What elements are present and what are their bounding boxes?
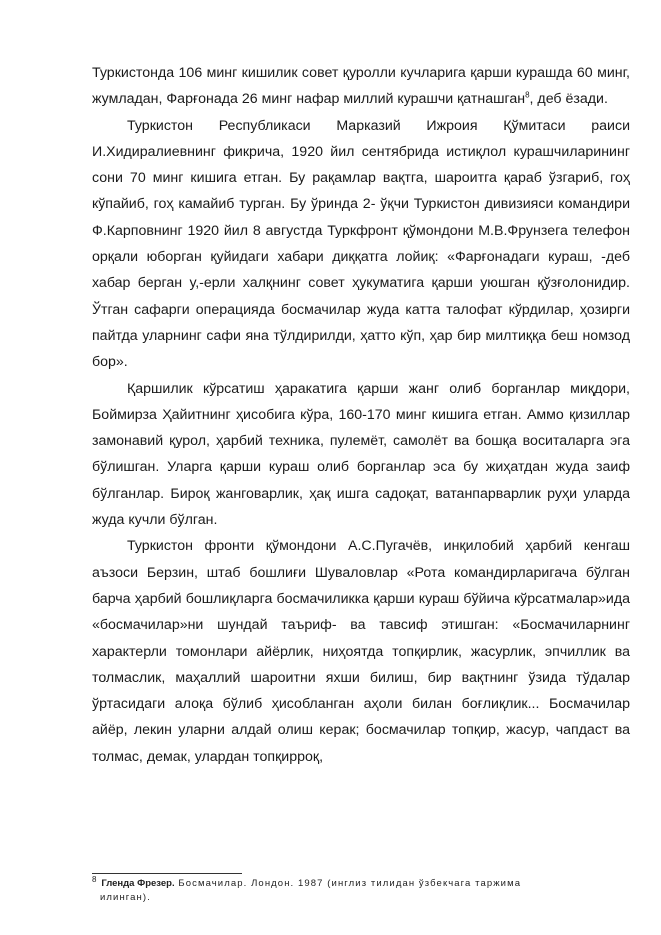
footnote-divider xyxy=(92,873,242,874)
paragraph-4: Туркистон фронти қўмондони А.С.Пугачёв, инқилобий ҳарбий кенгаш аъзоси Берзин, штаб бошлиғи Шуваловлар «Рота командирларигача бўлган барча ҳарбий бошлиқларга босмачиликка қарши кураш бўйича кўрсатмалар»ида «босмачилар»ни шундай таъриф- ва тавсиф этишган: «Босмачиларнинг характерли томонлари айёрлик, ниҳоятда топқирлик, жасурлик, эпчиллик ва толмаслик, маҳаллий шароитни яхши билиш, бир вақтнинг ўзида тўдалар ўртасидаги алоқа бўлиб ҳисобланган аҳоли билан боғлиқлик... Босмачилар айёр, лекин уларни алдай олиш керак; босмачилар топқир, жасур, чапдаст ва толмас, демак, улардан топқирроқ, xyxy=(92,538,630,765)
footnote-reference[interactable]: 8 xyxy=(525,90,530,100)
footnote-text-continued: илинган). xyxy=(100,892,151,903)
paragraph-1 xyxy=(92,60,630,113)
footnote-number: 8 xyxy=(92,874,98,884)
footnote-author: Гленда Фрезер. xyxy=(101,878,175,889)
paragraph-1-tail: , деб ёзади. xyxy=(529,91,608,108)
footnote-text: Босмачилар. Лондон. 1987 (инглиз тилидан ўзбекчага таржима xyxy=(174,878,522,889)
paragraph-2: Туркистон Республикаси Марказий Ижроия Қўмитаси раиси И.Хидиралиевнинг фикрича, 1920 йил сентябрида истиқлол курашчиларининг сони 70 минг кишига етган. Бу рақамлар вақтга, шароитга қараб ўзгариб, гоҳ кўпайиб, гоҳ камайиб турган. Бу ўринда 2- ўқчи Туркистон дивизияси командири Ф.Карповнинг 1920 йил 8 августда Туркфронт қўмондони М.В.Фрунзега телефон орқали юборган қуйидаги хабари диққатга лойиқ: «Фарғонадаги кураш, -деб хабар берган у,-ерли халқнинг совет ҳукуматига қарши уюшган қўзғолонидир. Ўтган сафарги операцияда босмачилар жуда катта талофат кўрдилар, ҳозирги пайтда уларнинг сафи яна тўлдирилди, ҳатто кўп, ҳар бир милтиққа беш номзод бор». xyxy=(92,117,630,371)
paragraph-1-text: Туркистонда 106 минг кишилик совет қуролли кучларига қарши курашда 60 минг, жумладан, Фарғонада 26 минг нафар миллий курашчи қатнашган xyxy=(92,65,630,108)
paragraph-3: Қаршилик кўрсатиш ҳаракатига қарши жанг олиб борганлар миқдори, Боймирза Ҳайитнинг ҳисобига кўра, 160-170 минг кишига етган. Аммо қизиллар замонавий қурол, ҳарбий техника, пулемёт, самолёт ва бошқа воситаларга эга бўлишган. Уларга қарши кураш олиб борганлар эса бу жиҳатдан жуда заиф бўлганлар. Бироқ жанговарлик, ҳақ ишга садоқат, ватанпарварлик руҳи уларда жуда кучли бўлган. xyxy=(92,380,630,529)
footnote xyxy=(92,874,592,905)
document-body xyxy=(92,60,630,770)
